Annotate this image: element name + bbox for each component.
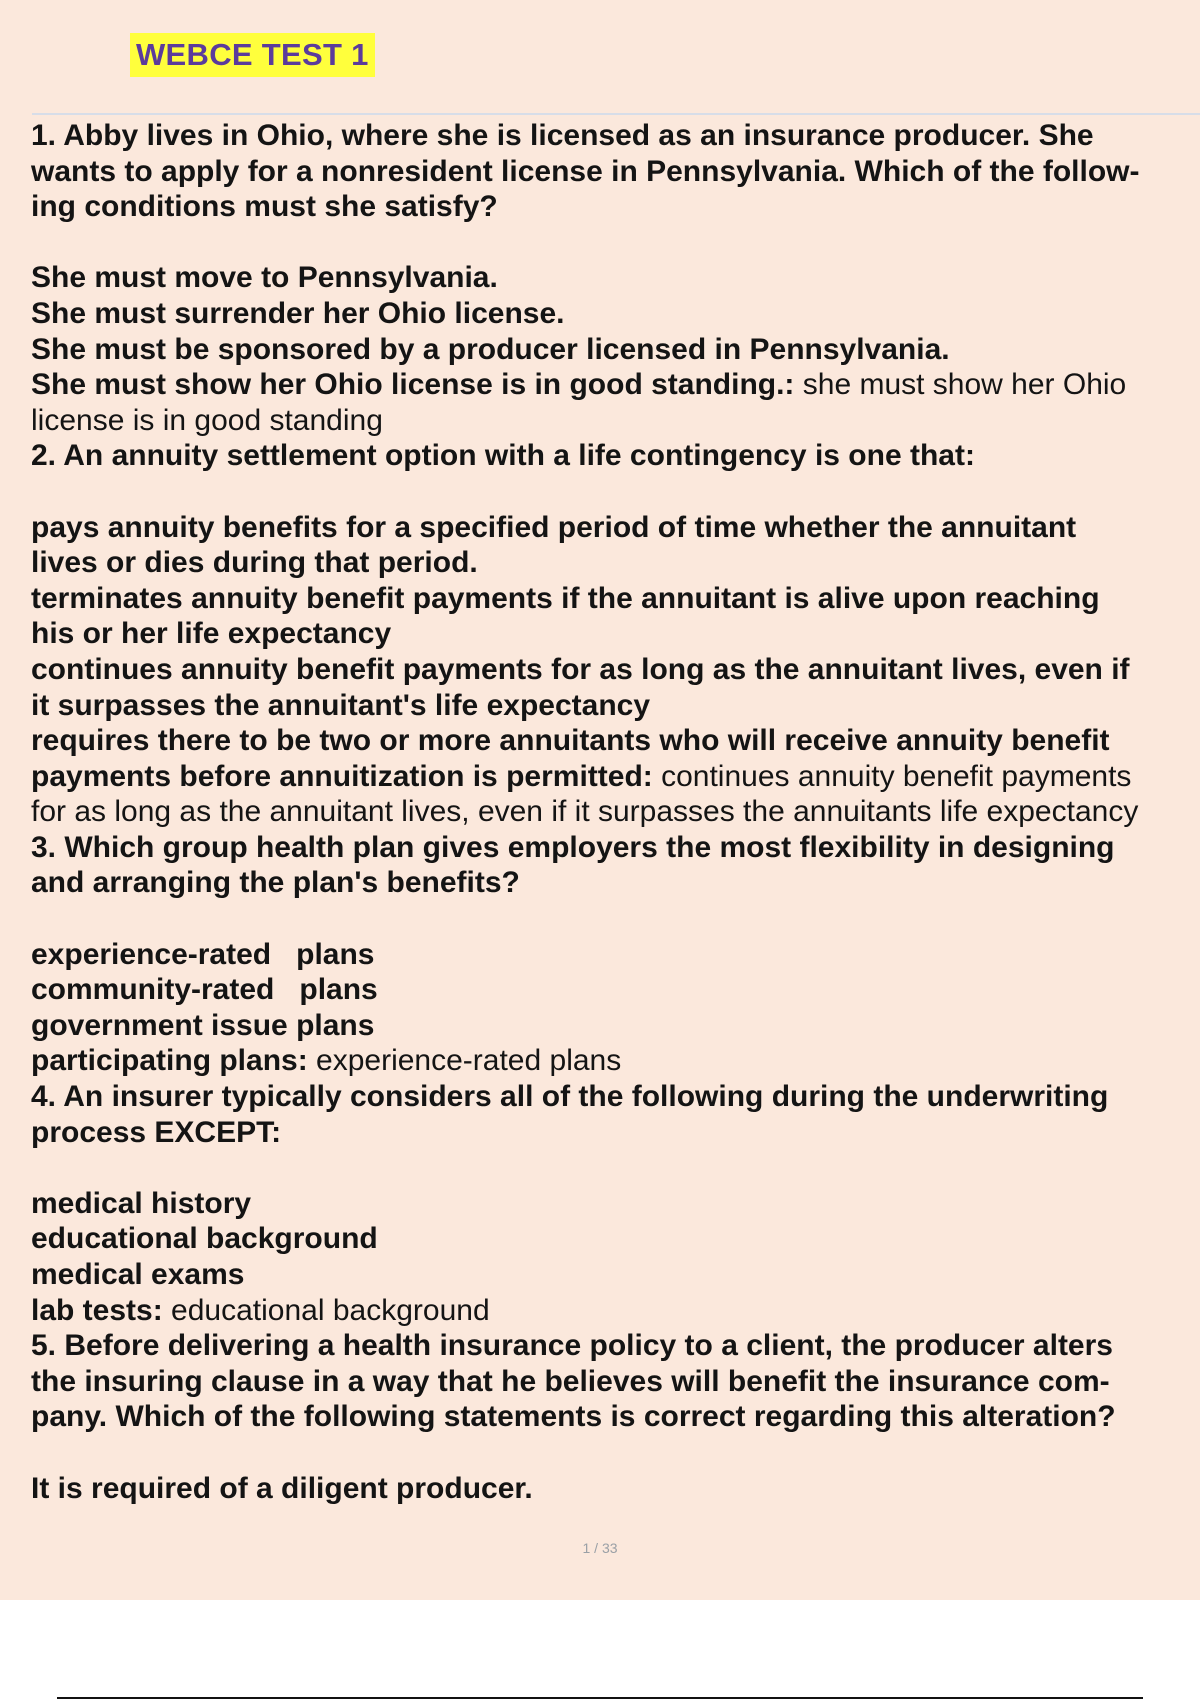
correct-answer: experience-rated plans xyxy=(307,1044,622,1078)
final-option-line xyxy=(31,759,1200,795)
answer-option: She must be sponsored by a producer licensed in Pennsylvania. xyxy=(31,332,950,366)
final-option-line xyxy=(31,367,1200,403)
answer-option: She must move to Pennsylvania. xyxy=(31,261,498,295)
question-list xyxy=(31,118,1200,1506)
question-1 xyxy=(31,118,1200,438)
question-prompt-line: wants to apply for a nonresident license in Pennsylvania. Which of the follow- xyxy=(31,154,1140,188)
question-4 xyxy=(31,1079,1200,1328)
answer-option: terminates annuity benefit payments if the annuitant is alive upon reaching xyxy=(31,581,1100,615)
question-prompt-line: 2. An annuity settlement option with a life contingency is one that: xyxy=(31,439,975,473)
question-prompt-line: ing conditions must she satisfy? xyxy=(31,190,498,224)
answer-option: government issue plans xyxy=(31,1008,375,1042)
correct-answer: educational background xyxy=(162,1293,490,1327)
answer-option: community-rated plans xyxy=(31,973,378,1007)
question-prompt-line: 5. Before delivering a health insurance policy to a client, the producer alters xyxy=(31,1329,1113,1363)
document-title: WEBCE TEST 1 xyxy=(130,33,375,77)
answer-option: She must surrender her Ohio license. xyxy=(31,296,565,330)
answer-option: She must show her Ohio license is in good standing.: xyxy=(31,368,795,402)
final-option-line xyxy=(31,1043,1200,1079)
question-prompt-line: process EXCEPT: xyxy=(31,1115,282,1149)
page-number: 1 / 33 xyxy=(582,1540,618,1556)
answer-option: participating plans: xyxy=(31,1044,308,1078)
question-3 xyxy=(31,830,1200,1079)
title-divider xyxy=(32,113,1200,115)
blank-line xyxy=(31,474,1200,510)
final-option-line xyxy=(31,1293,1200,1329)
answer-option: pays annuity benefits for a specified period of time whether the annuitant xyxy=(31,510,1077,544)
question-prompt-line: 1. Abby lives in Ohio, where she is licensed as an insurance producer. She xyxy=(31,119,1094,152)
question-prompt-line: the insuring clause in a way that he believes will benefit the insurance com- xyxy=(31,1364,1110,1398)
footer-divider xyxy=(57,1697,1143,1699)
answer-option: medical exams xyxy=(31,1258,245,1291)
answer-option: educational background xyxy=(31,1222,378,1256)
correct-answer-continued: for as long as the annuitant lives, even if it surpasses the annuitants life expectancy xyxy=(31,795,1139,829)
answer-option: lives or dies during that period. xyxy=(31,546,478,580)
correct-answer-continued: license is in good standing xyxy=(31,403,383,437)
answer-option: lab tests: xyxy=(31,1293,163,1327)
correct-answer: she must show her Ohio xyxy=(794,368,1127,402)
blank-line xyxy=(31,901,1200,937)
answer-option: it surpasses the annuitant's life expectancy xyxy=(31,688,651,722)
question-2 xyxy=(31,438,1200,830)
answer-option: It is required of a diligent producer. xyxy=(31,1471,533,1505)
answer-option: his or her life expectancy xyxy=(31,617,392,651)
answer-option: requires there to be two or more annuitants who will receive annuity benefit xyxy=(31,724,1110,758)
blank-line xyxy=(31,1435,1200,1471)
blank-line xyxy=(31,1150,1200,1186)
question-prompt-line: and arranging the plan's benefits? xyxy=(31,866,520,900)
question-prompt-line: 4. An insurer typically considers all of the following during the underwriting xyxy=(31,1080,1109,1114)
question-prompt-line: pany. Which of the following statements is correct regarding this alteration? xyxy=(31,1400,1116,1434)
answer-option: continues annuity benefit payments for as long as the annuitant lives, even if xyxy=(31,652,1130,686)
blank-line xyxy=(31,225,1200,261)
answer-option: medical history xyxy=(31,1186,252,1220)
answer-option: payments before annuitization is permitted: xyxy=(31,759,653,793)
answer-option: experience-rated plans xyxy=(31,937,375,971)
correct-answer: continues annuity benefit payments xyxy=(652,759,1132,793)
question-prompt-line: 3. Which group health plan gives employers the most flexibility in designing xyxy=(31,830,1115,864)
question-5 xyxy=(31,1328,1200,1506)
